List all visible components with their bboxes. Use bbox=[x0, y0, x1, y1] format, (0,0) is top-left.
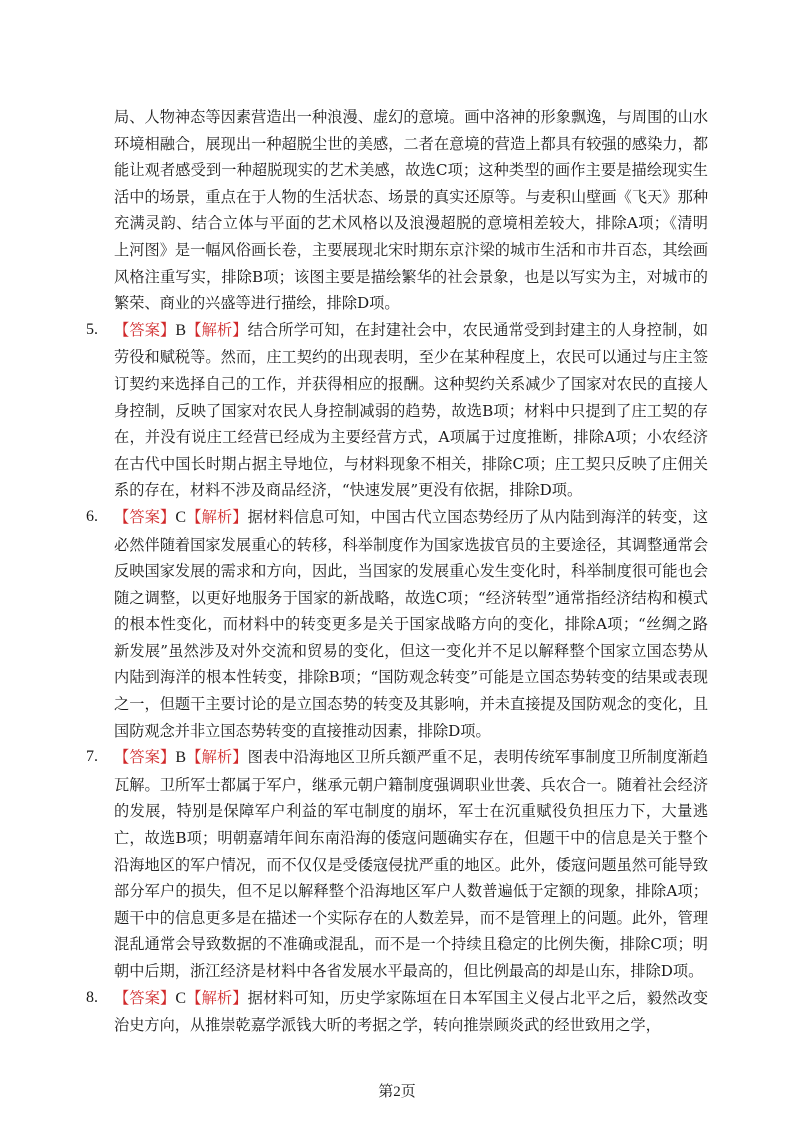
answer-tag: 【答案】 bbox=[114, 320, 176, 339]
analysis-tag: 【解析】 bbox=[186, 507, 248, 526]
question-item-6 bbox=[86, 504, 708, 744]
answer-tag: 【答案】 bbox=[114, 988, 176, 1007]
analysis-text: 结合所学可知，在封建社会中，农民通常受到封建主的人身控制，如劳役和赋税等。然而，庄工契约的出现表明，至少在某种程度上，农民可以通过与庄主签订契约来选择自己的工作，并获得相应的报酬。这种契约关系减少了国家对农民的直接人身控制，反映了国家对农民人身控制减弱的趋势，故选B项；材料中只提到了庄工契的存在，并没有说庄工经营已经成为主要经营方式，A项属于过度推断，排除A项；小农经济在古代中国长时期占据主导地位，与材料现象不相关，排除C项；庄工契只反映了庄佣关系的存在，材料不涉及商品经济，“快速发展”更没有依据，排除D项。 bbox=[114, 320, 709, 500]
question-number: 8. bbox=[86, 988, 98, 1006]
analysis-text: 据材料信息可知，中国古代立国态势经历了从内陆到海洋的转变，这必然伴随着国家发展重心的转移，科举制度作为国家选拔官员的主要途径，其调整通常会反映国家发展的需求和方向，因此，当国家的发展重心发生变化时，科举制度很可能也会随之调整，以更好地服务于国家的新战略，故选C项；“经济转型”通常指经济结构和模式的根本性变化，而材料中的转变更多是关于国家战略方向的变化，排除A项；“丝绸之路新发展”虽然涉及对外交流和贸易的变化，但这一变化并不足以解释整个国家立国态势从内陆到海洋的根本性转变，排除B项；“国防观念转变”可能是立国态势转变的结果或表现之一，但题干主要讨论的是立国态势的转变及其影响，并未直接提及国防观念的变化，且国防观念并非立国态势转变的直接推动因素，排除D项。 bbox=[114, 507, 709, 740]
answer-tag: 【答案】 bbox=[114, 748, 176, 767]
question-number: 6. bbox=[86, 507, 98, 525]
question-explanation bbox=[114, 985, 708, 1039]
question-number: 7. bbox=[86, 748, 98, 766]
answer-explanations bbox=[86, 104, 708, 1039]
answer-letter: B bbox=[175, 749, 187, 767]
question-explanation bbox=[114, 504, 708, 744]
question-explanation bbox=[114, 744, 708, 984]
analysis-tag: 【解析】 bbox=[186, 988, 248, 1007]
continued-explanation: 局、人物神态等因素营造出一种浪漫、虚幻的意境。画中洛神的形象飘逸，与周围的山水环境相融合，展现出一种超脱尘世的美感，二者在意境的营造上都具有较强的感染力，都能让观者感受到一种超脱现实的艺术美感，故选C项；这种类型的画作主要是描绘现实生活中的场景，重点在于人物的生活状态、场景的真实还原等。与麦积山壁画《飞天》那种充满灵韵、结合立体与平面的艺术风格以及浪漫超脱的意境相差较大，排除A项；《清明上河图》是一幅风俗画长卷，主要展现北宋时期东京汴梁的城市生活和市井百态，其绘画风格注重写实，排除B项；该图主要是描绘繁华的社会景象，也是以写实为主，对城市的繁荣、商业的兴盛等进行描绘，排除D项。 bbox=[114, 108, 708, 313]
analysis-tag: 【解析】 bbox=[186, 748, 248, 767]
question-number: 5. bbox=[86, 320, 98, 338]
question-item-5 bbox=[86, 317, 708, 504]
answer-letter: C bbox=[175, 989, 187, 1007]
question-item-8 bbox=[86, 985, 708, 1039]
question-explanation bbox=[114, 317, 708, 504]
analysis-text: 图表中沿海地区卫所兵额严重不足，表明传统军事制度卫所制度渐趋瓦解。卫所军士都属于军户，继承元朝户籍制度强调职业世袭、兵农合一。随着社会经济的发展，特别是保障军户利益的军屯制度的崩坏，军士在沉重赋役负担压力下，大量逃亡，故选B项；明朝嘉靖年间东南沿海的倭寇问题确实存在，但题干中的信息是关于整个沿海地区的军户情况，而不仅仅是受倭寇侵扰严重的地区。此外，倭寇问题虽然可能导致部分军户的损失，但不足以解释整个沿海地区军户人数普遍低于定额的现象，排除A项；题干中的信息更多是在描述一个实际存在的人数差异，而不是管理上的问题。此外，管理混乱通常会导致数据的不准确或混乱，而不是一个持续且稳定的比例失衡，排除C项；明朝中后期，浙江经济是材料中各省发展水平最高的，但比例最高的却是山东，排除D项。 bbox=[114, 748, 709, 980]
page-number: 第2页 bbox=[378, 1084, 416, 1100]
answer-tag: 【答案】 bbox=[114, 507, 176, 526]
question-item-7 bbox=[86, 744, 708, 984]
answer-letter: B bbox=[175, 321, 187, 339]
analysis-text: 据材料可知，历史学家陈垣在日本军国主义侵占北平之后，毅然改变治史方向，从推崇乾嘉学派钱大昕的考据之学，转向推崇顾炎武的经世致用之学， bbox=[114, 988, 709, 1035]
analysis-tag: 【解析】 bbox=[186, 320, 248, 339]
answer-letter: C bbox=[175, 508, 187, 526]
